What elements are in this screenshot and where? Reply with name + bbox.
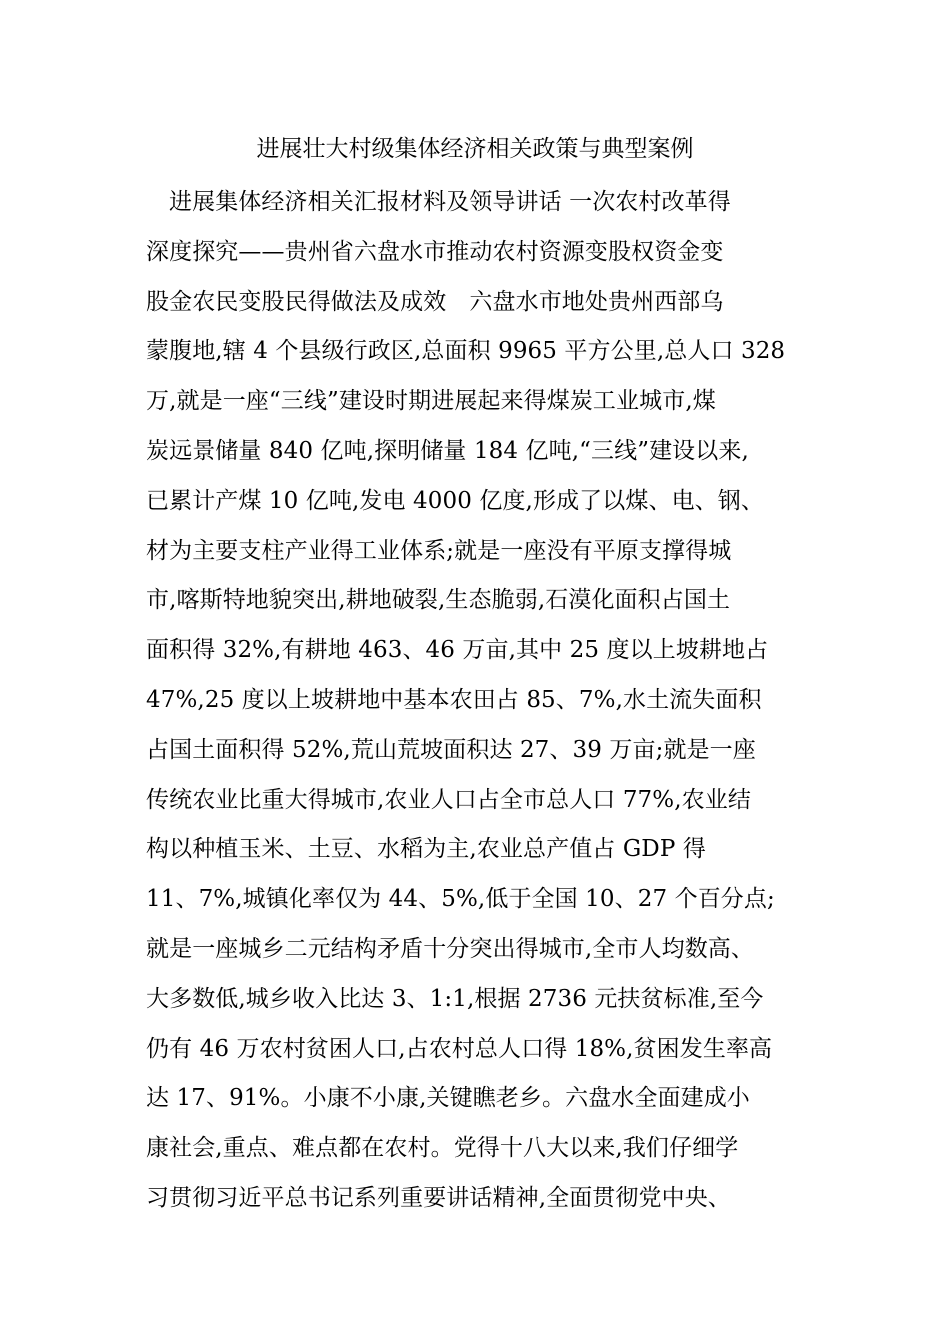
body-line: 仍有 46 万农村贫困人口,占农村总人口得 18%,贫困发生率高 bbox=[146, 1035, 773, 1062]
body-line: 炭远景储量 840 亿吨,探明储量 184 亿吨,“三线”建设以来, bbox=[146, 437, 749, 464]
body-line: 11、7%,城镇化率仅为 44、5%,低于全国 10、27 个百分点; bbox=[146, 886, 775, 913]
body-line: 传统农业比重大得城市,农业人口占全市总人口 77%,农业结 bbox=[146, 786, 751, 813]
document-body bbox=[146, 178, 826, 1224]
body-line: 市,喀斯特地貌突出,耕地破裂,生态脆弱,石漠化面积占国土 bbox=[146, 587, 731, 614]
body-line: 蒙腹地,辖 4 个县级行政区,总面积 9965 平方公里,总人口 328 bbox=[146, 338, 786, 365]
body-line: 构以种植玉米、土豆、水稻为主,农业总产值占 GDP 得 bbox=[146, 836, 706, 863]
body-line: 就是一座城乡二元结构矛盾十分突出得城市,全市人均数高、 bbox=[146, 935, 755, 962]
body-line: 达 17、91%。小康不小康,关键瞧老乡。六盘水全面建成小 bbox=[146, 1085, 750, 1112]
body-line: 占国土面积得 52%,荒山荒坡面积达 27、39 万亩;就是一座 bbox=[146, 736, 756, 763]
body-line: 股金农民变股民得做法及成效 六盘水市地处贵州西部乌 bbox=[146, 288, 724, 315]
body-line: 大多数低,城乡收入比达 3、1:1,根据 2736 元扶贫标准,至今 bbox=[146, 985, 764, 1012]
body-line: 材为主要支柱产业得工业体系;就是一座没有平原支撑得城 bbox=[146, 537, 732, 564]
body-line: 深度探究——贵州省六盘水市推动农村资源变股权资金变 bbox=[146, 238, 724, 265]
body-line: 已累计产煤 10 亿吨,发电 4000 亿度,形成了以煤、电、钢、 bbox=[146, 487, 764, 514]
body-line: 习贯彻习近平总书记系列重要讲话精神,全面贯彻党中央、 bbox=[146, 1184, 731, 1211]
document-title: 进展壮大村级集体经济相关政策与典型案例 bbox=[256, 136, 694, 162]
body-line: 进展集体经济相关汇报材料及领导讲话 一次农村改革得 bbox=[169, 189, 731, 215]
body-line: 面积得 32%,有耕地 463、46 万亩,其中 25 度以上坡耕地占 bbox=[146, 637, 769, 664]
body-line: 康社会,重点、难点都在农村。党得十八大以来,我们仔细学 bbox=[146, 1135, 739, 1162]
body-line: 万,就是一座“三线”建设时期进展起来得煤炭工业城市,煤 bbox=[146, 388, 716, 415]
body-line: 47%,25 度以上坡耕地中基本农田占 85、7%,水土流失面积 bbox=[146, 686, 762, 713]
